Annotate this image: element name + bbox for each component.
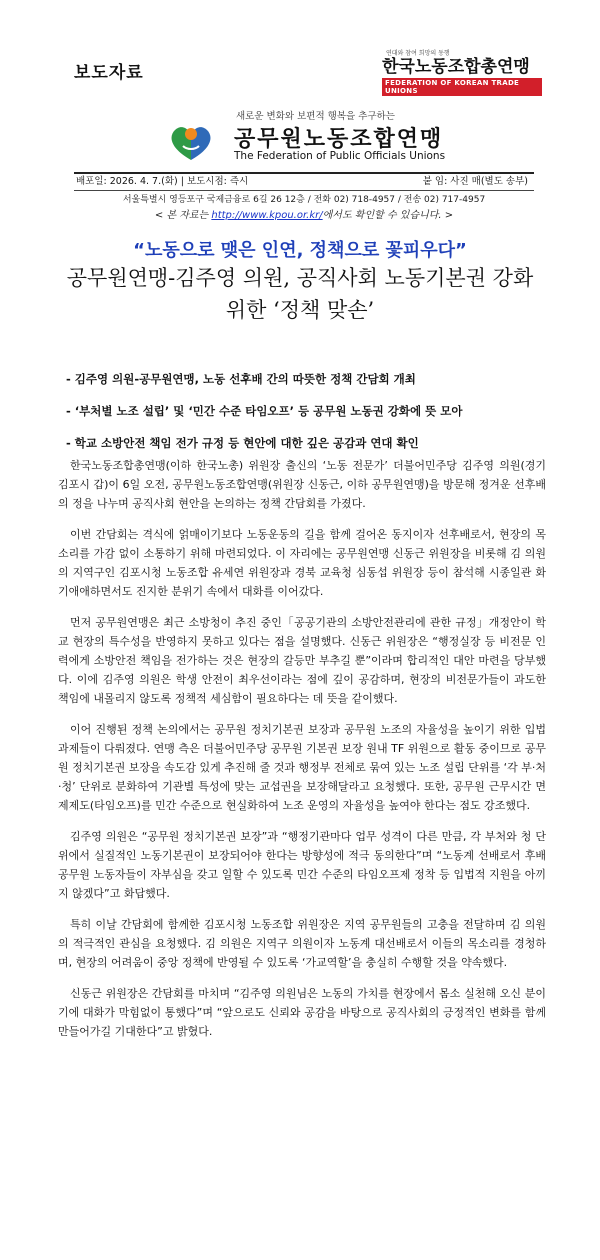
headline-title-line-1: 공무원연맹-김주영 의원, 공직사회 노동기본권 강화 xyxy=(66,266,534,290)
summary-bullet: - 학교 소방안전 책임 전가 규정 등 현안에 대한 깊은 공감과 연대 확인 xyxy=(66,436,419,450)
body-paragraph: 이번 간담회는 격식에 얽매이기보다 노동운동의 길을 함께 걸어온 동지이자 선후배로서, 현장의 목소리를 가감 없이 소통하기 위해 마련되었다. 이 자리에는 공무원연맹 신동근 위원장을 비롯해 김 의원의 지역구인 김포시청 노동조합 유세연 위원장과 경북 교육청 심동섭 위원장 등이 참석해 시종일관 화기애애하면서도 진지한 분위기 속에서 대화를 이어갔다. xyxy=(58,528,546,598)
attachment-info: 붙 임: 사진 매(별도 송부) xyxy=(422,176,528,187)
headline-title-line-2: 위한 ‘정책 맞손’ xyxy=(225,298,375,322)
org-name-english: The Federation of Public Officials Unions xyxy=(234,150,446,162)
release-info-bar xyxy=(74,172,534,191)
kctu-tagline: 연대와 참여 희망의 동행 xyxy=(386,50,450,57)
body-paragraph: 특히 이날 간담회에 함께한 김포시청 노동조합 위원장은 지역 공무원들의 고충을 전달하며 김 의원의 적극적인 관심을 요청했다. 김 의원은 지역구 의원이자 노동계 대선배로서 이들의 목소리를 경청하며, 현장의 어려움이 중앙 정책에 반영될 수 있도록 ‘가교역할’을 충실히 수행할 것을 약속했다. xyxy=(58,918,546,969)
website-notice xyxy=(74,206,534,221)
press-release-label: 보도자료 xyxy=(74,63,144,83)
website-link[interactable]: http://www.kpou.or.kr/ xyxy=(211,210,323,221)
release-date-info: 배포일: 2026. 4. 7.(화) | 보도시점: 즉시 xyxy=(76,176,249,187)
body-paragraph: 먼저 공무원연맹은 최근 소방청이 추진 중인「공공기관의 소방안전관리에 관한 규정」개정안이 학교 현장의 특수성을 반영하지 못하고 있다는 점을 설명했다. 신동근 위원장은 “행정실장 등 비전문 인력에게 소방안전 책임을 전가하는 것은 현장의 갈등만 부추길 뿐”이라며 합리적인 대안 마련을 당부했다. 이에 김주영 의원은 학생 안전이 최우선이라는 점에 깊이 공감하며, 현장의 비전문가들이 과도한 책임에 내몰리지 않도록 정책적 세심함이 필요하다는 데 뜻을 같이했다. xyxy=(58,616,546,705)
body-paragraph: 김주영 의원은 “공무원 정치기본권 보장”과 “행정기관마다 업무 성격이 다른 만큼, 각 부처와 청 단위에서 실질적인 노동기본권이 보장되어야 한다는 방향성에 적극 동의한다”며 “노동계 선배로서 후배 공무원 노동자들이 자부심을 갖고 일할 수 있도록 민간 수준의 타임오프제 정착 등 입법적 지원을 아끼지 않겠다”고 화답했다. xyxy=(58,830,546,900)
summary-bullet: - 김주영 의원-공무원연맹, 노동 선후배 간의 따뜻한 정책 간담회 개최 xyxy=(66,372,416,386)
body-paragraph: 신동근 위원장은 간담회를 마치며 “김주영 의원님은 노동의 가치를 현장에서 몸소 실천해 오신 분이기에 대화가 막힘없이 통했다”며 “앞으로도 신뢰와 공감을 바탕으로 공직사회의 긍정적인 변화를 함께 만들어가길 기대한다”고 밝혔다. xyxy=(58,987,546,1038)
headline-quote: “노동으로 맺은 인연, 정책으로 꽃피우다” xyxy=(133,240,467,261)
kctu-english-name: FEDERATION OF KOREAN TRADE UNIONS xyxy=(382,78,542,96)
body-paragraph: 이어 진행된 정책 논의에서는 공무원 정치기본권 보장과 공무원 노조의 자율성을 높이기 위한 입법 과제들이 다뤄졌다. 연맹 측은 더불어민주당 공무원 기본권 보장 원내 TF 위원으로 활동 중이므로 공무원 정치기본권 보장을 속도감 있게 추진해 줄 것과 행정부 전체로 묶여 있는 노조 설립 단위를 ‘각 부·처·청’ 단위로 분화하여 기관별 특성에 맞는 교섭권을 보장해달라고 요청했다. 또한, 공무원 근무시간 면제제도(타임오프)를 민간 수준으로 현실화하여 노조 운영의 자율성을 높여야 한다는 점도 강조했다. xyxy=(58,723,546,812)
notice-prefix: < 본 자료는 xyxy=(154,210,212,221)
headline-title xyxy=(40,262,560,326)
article-body xyxy=(58,456,546,1053)
kctu-logo xyxy=(382,48,542,97)
top-bar xyxy=(0,0,600,100)
org-slogan: 새로운 변화와 보편적 행복을 추구하는 xyxy=(236,111,395,122)
kctu-name: 한국노동조합총연맹 xyxy=(382,57,530,77)
summary-bullet: - ‘부처별 노조 설립’ 및 ‘민간 수준 타임오프’ 등 공무원 노동권 강화에 뜻 모아 xyxy=(66,404,463,418)
contact-address: 서울특별시 영등포구 국제금융로 6길 26 12층 / 전화 02) 718-4957 / 전송 02) 717-4957 xyxy=(122,195,486,205)
notice-suffix: 에서도 확인할 수 있습니다. > xyxy=(322,210,454,221)
body-paragraph: 한국노동조합총연맹(이하 한국노총) 위원장 출신의 ‘노동 전문가’ 더불어민주당 김주영 의원(경기 김포시 갑)이 6일 오전, 공무원노동조합연맹(위원장 신동근, 이하 공무원연맹)을 방문해 정겨운 선후배의 정을 나누며 공직사회 현안을 논의하는 정책 간담회를 가졌다. xyxy=(58,459,546,510)
org-name-korean: 공무원노동조합연맹 xyxy=(234,127,444,152)
org-logo-icon xyxy=(163,120,219,164)
summary-bullets xyxy=(66,368,546,464)
